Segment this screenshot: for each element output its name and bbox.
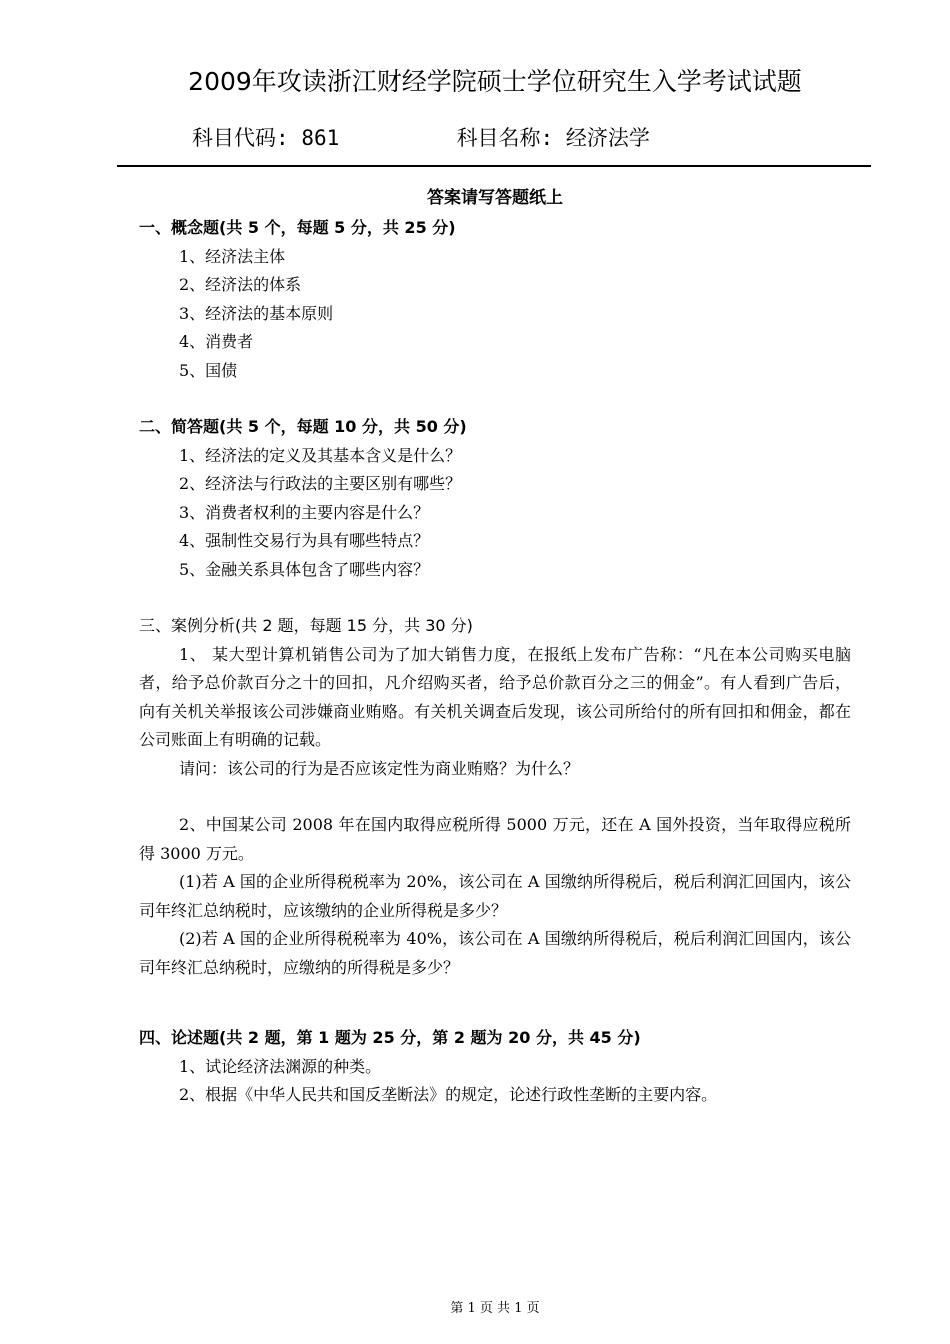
list-item: 2、经济法与行政法的主要区别有哪些？: [179, 474, 462, 493]
subject-code-label: 科目代码:: [192, 126, 289, 150]
subject-name: 经济法学: [565, 126, 650, 150]
list-item: 1、经济法主体: [179, 246, 286, 266]
case-2-question-2: (2)若 A 国的企业所得税税率为 40%，该公司在 A 国缴纳所得税后，税后利润汇回国内，该公司年终汇总纳税时，应缴纳的所得税是多少？: [139, 929, 851, 977]
case-2-text: 2、中国某公司 2008 年在国内取得应税所得 5000 万元，还在 A 国外投资，当年取得应税所得 3000 万元。: [139, 815, 851, 863]
list-item: 4、消费者: [179, 332, 254, 351]
list-item: 1、试论经济法渊源的种类。: [179, 1056, 382, 1076]
case-1-question: 请问：该公司的行为是否应该定性为商业贿赂？为什么？: [179, 758, 580, 778]
answer-note: 答案请写答题纸上: [427, 188, 563, 208]
case-2-question-1: (1)若 A 国的企业所得税税率为 20%，该公司在 A 国缴纳所得税后，税后利润汇回国内，该公司年终汇总纳税时，应该缴纳的企业所得税是多少？: [139, 872, 851, 920]
section-heading-concepts: 一、概念题(共 5 个，每题 5 分，共 25 分): [139, 218, 456, 237]
exam-content: [139, 214, 851, 1110]
page-title: 2009年攻读浙江财经学院硕士学位研究生入学考试试题: [188, 67, 802, 96]
section-heading-essay: 四、论述题(共 2 题，第 1 题为 25 分，第 2 题为 20 分，共 45 分): [139, 1028, 641, 1047]
section-heading-case-analysis: 三、案例分析(共 2 题，每题 15 分，共 30 分): [139, 616, 473, 635]
list-item: 2、根据《中华人民共和国反垄断法》的规定，论述行政性垄断的主要内容。: [179, 1085, 718, 1104]
subject-line: [192, 124, 650, 152]
list-item: 3、经济法的基本原则: [179, 303, 334, 323]
header-divider: [117, 165, 871, 167]
list-item: 5、金融关系具体包含了哪些内容？: [179, 559, 430, 579]
list-item: 1、经济法的定义及其基本含义是什么？: [179, 445, 462, 465]
page-footer: 第 1 页 共 1 页: [450, 1301, 540, 1316]
list-item: 3、消费者权利的主要内容是什么？: [179, 502, 430, 522]
list-item: 5、国债: [179, 360, 238, 380]
subject-code: 861: [301, 126, 340, 150]
section-heading-short-answer: 二、简答题(共 5 个，每题 10 分，共 50 分): [139, 417, 467, 436]
subject-name-label: 科目名称:: [456, 126, 554, 150]
list-item: 4、强制性交易行为具有哪些特点？: [179, 531, 430, 550]
case-1-text: 1、 某大型计算机销售公司为了加大销售力度，在报纸上发布广告称：“凡在本公司购买电脑者，给予总价款百分之十的回扣，凡介绍购买者，给予总价款百分之三的佣金”。有人看到广告后，向有关机关举报该公司涉嫌商业贿赂。有关机关调查后发现，该公司所给付的所有回扣和佣金，都在公司账面上有明确的记载。: [139, 644, 851, 749]
list-item: 2、经济法的体系: [179, 275, 302, 294]
